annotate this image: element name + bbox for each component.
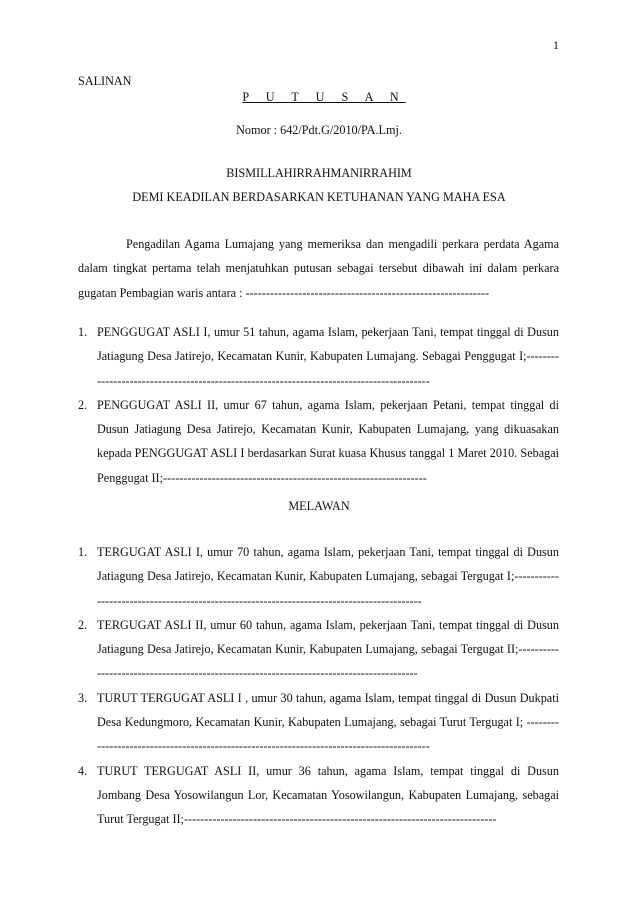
plaintiff-list	[78, 320, 559, 490]
list-number: 2.	[78, 397, 88, 412]
list-item-text: TERGUGAT ASLI I, umur 70 tahun, agama Islam, pekerjaan Tani, tempat tinggal di Dusun Jatiagung Desa Jatirejo, Kecamatan Kunir, Kabupaten Lumajang, sebagai Tergugat I;-------------------------------------------------------------------------------------------	[97, 545, 559, 608]
justice-heading: DEMI KEADILAN BERDASARKAN KETUHANAN YANG MAHA ESA	[132, 190, 506, 204]
list-number: 3.	[78, 690, 88, 705]
intro-text: Pengadilan Agama Lumajang yang memeriksa dan mengadili perkara perdata Agama dalam tingkat pertama telah menjatuhkan putusan sebagai tersebut dibawah ini dalam perkara gugatan Pembagian waris antara : ------------------------------------------------------------	[78, 237, 559, 300]
list-number: 4.	[78, 763, 88, 778]
page-number: 1	[553, 38, 559, 52]
list-item	[78, 540, 559, 613]
list-item	[78, 393, 559, 490]
melawan-heading: MELAWAN	[288, 499, 350, 513]
list-item-text: PENGGUGAT ASLI II, umur 67 tahun, agama Islam, pekerjaan Petani, tempat tinggal di Dusun Jatiagung Desa Jatirejo, Kecamatan Kunir, Kabupaten Lumajang, yang dikuasakan kepada PENGGUGAT ASLI I berdasarkan Surat kuasa Khusus tanggal 1 Maret 2010. Sebagai Penggugat II;-----------------------------------------------------------------	[97, 397, 559, 485]
document-title: P U T U S A N	[242, 90, 406, 104]
bismillah-heading: BISMILLAHIRRAHMANIRRAHIM	[226, 166, 412, 180]
list-item	[78, 686, 559, 759]
list-item	[78, 613, 559, 686]
list-item-text: TURUT TERGUGAT ASLI II, umur 36 tahun, agama Islam, tempat tinggal di Dusun Jombang Desa Yosowilangun Lor, Kecamatan Yosowilangun, Kabupaten Lumajang, sebagai Turut Tergugat II;-----------------------------------------------------------------------------	[97, 763, 559, 827]
list-item-text: TURUT TERGUGAT ASLI I , umur 30 tahun, agama Islam, tempat tinggal di Dusun Dukpati Desa Kedungmoro, Kecamatan Kunir, Kabupaten Lumajang, sebagai Turut Tergugat I; ------------------------------------------------------------------------------------------	[97, 690, 559, 754]
case-number: Nomor : 642/Pdt.G/2010/PA.Lmj.	[236, 123, 402, 137]
defendant-list	[78, 540, 559, 832]
list-number: 1.	[78, 545, 88, 559]
list-item-text: TERGUGAT ASLI II, umur 60 tahun, agama Islam, pekerjaan Tani, tempat tinggal di Dusun Jatiagung Desa Jatirejo, Kecamatan Kunir, Kabupaten Lumajang, sebagai Tergugat II;-----------------------------------------------------------------------------------------	[97, 617, 559, 681]
list-number: 2.	[78, 617, 88, 632]
list-number: 1.	[78, 325, 88, 339]
list-item	[78, 759, 559, 832]
list-item-text: PENGGUGAT ASLI I, umur 51 tahun, agama Islam, pekerjaan Tani, tempat tinggal di Dusun Jatiagung Desa Jatirejo, Kecamatan Kunir, Kabupaten Lumajang. Sebagai Penggugat I;------------------------------------------------------------------------------------------	[97, 325, 559, 388]
intro-paragraph	[78, 232, 559, 305]
salinan-label: SALINAN	[78, 74, 132, 88]
list-item	[78, 320, 559, 393]
